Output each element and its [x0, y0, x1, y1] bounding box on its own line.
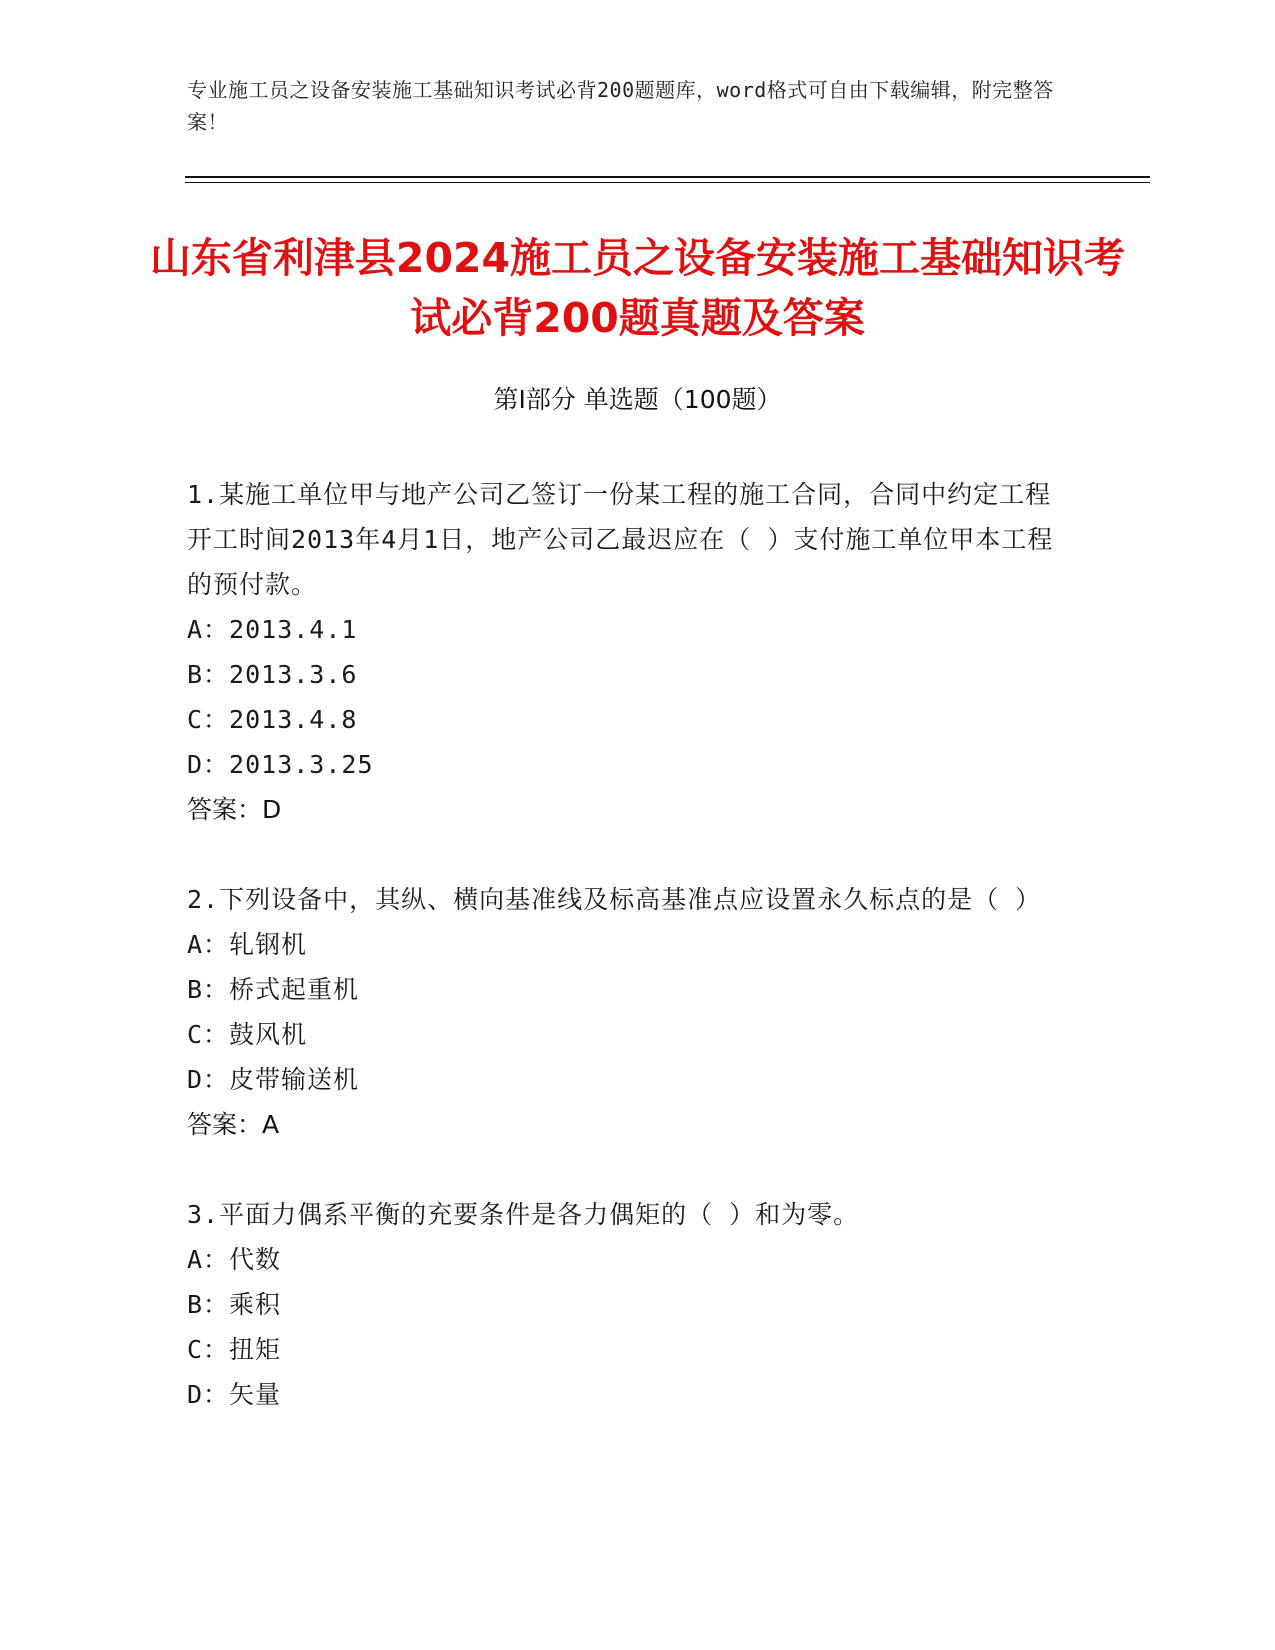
- question-item: [187, 472, 1067, 832]
- option-d: D：矢量: [187, 1380, 282, 1409]
- question-stem: 2.下列设备中，其纵、横向基准线及标高基准点应设置永久标点的是（ ）: [187, 885, 1042, 914]
- header-divider-thick: [185, 176, 1150, 178]
- option-c: C：鼓风机: [187, 1020, 308, 1049]
- option-b: B：桥式起重机: [187, 975, 360, 1004]
- header-note: 专业施工员之设备安装施工基础知识考试必背200题题库，word格式可自由下载编辑，附完整答案！: [187, 78, 1054, 134]
- option-c: C：2013.4.8: [187, 705, 358, 734]
- option-a: A：2013.4.1: [187, 615, 358, 644]
- question-stem: 3.平面力偶系平衡的充要条件是各力偶矩的（ ）和为零。: [187, 1200, 860, 1229]
- question-item: [187, 1192, 1067, 1417]
- option-d: D：皮带输送机: [187, 1065, 360, 1094]
- answer-line: 答案：A: [187, 1110, 280, 1139]
- document-title: 山东省利津县2024施工员之设备安装施工基础知识考试必背200题真题及答案: [149, 234, 1126, 342]
- option-c: C：扭矩: [187, 1335, 282, 1364]
- option-b: B：乘积: [187, 1290, 282, 1319]
- section-heading: 第Ⅰ部分 单选题（100题）: [493, 385, 782, 414]
- header-divider-thin: [185, 182, 1150, 183]
- option-b: B：2013.3.6: [187, 660, 358, 689]
- question-item: [187, 877, 1067, 1147]
- option-a: A：代数: [187, 1245, 282, 1274]
- question-stem: 1.某施工单位甲与地产公司乙签订一份某工程的施工合同，合同中约定工程开工时间2013年4月1日，地产公司乙最迟应在（ ）支付施工单位甲本工程的预付款。: [187, 480, 1054, 599]
- option-a: A：轧钢机: [187, 930, 308, 959]
- option-d: D：2013.3.25: [187, 750, 374, 779]
- answer-line: 答案：D: [187, 795, 282, 824]
- question-list: [187, 472, 1067, 1462]
